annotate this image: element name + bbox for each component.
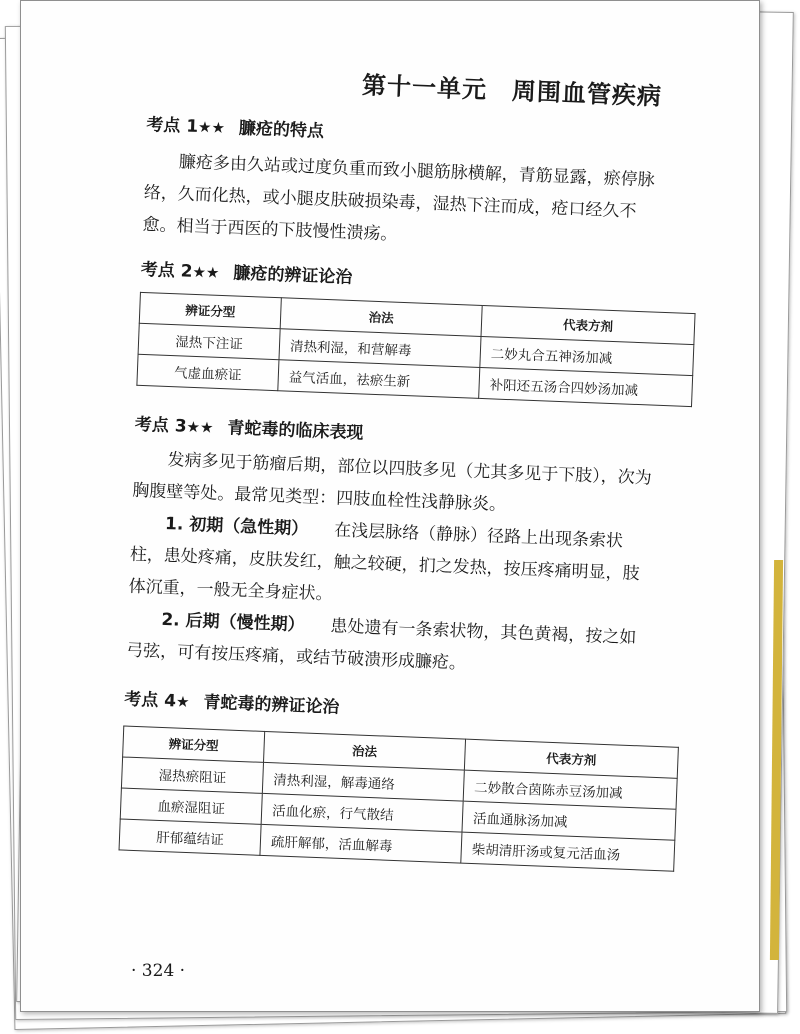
section-2-table <box>136 292 695 407</box>
table-cell: 二妙丸合五神汤加减 <box>480 336 694 375</box>
section-4-stars: ★ <box>175 692 190 712</box>
section-4-heading <box>124 685 645 730</box>
stage-1-text: 在浅层脉络（静脉）径路上出现条索状柱，患处疼痛，皮肤发红，触之较硬，扪之发热，按压疼痛明显，肢体沉重，一般无全身症状。 <box>128 520 640 605</box>
section-2-title: 臁疮的辨证论治 <box>233 263 353 288</box>
table-cell: 湿热下注证 <box>138 323 280 359</box>
section-1-paragraph: 臁疮多由久站或过度负重而致小腿筋脉横解，青筋显露，瘀停脉络，久而化热，或小腿皮肤破损染毒，湿热下注而成，疮口经久不愈。相当于西医的下肢慢性溃疡。 <box>142 152 656 245</box>
table-cell: 活血通脉汤加减 <box>462 801 676 840</box>
section-4-title: 青蛇毒的辨证论治 <box>203 692 340 718</box>
stage-2-text: 患处遗有一条索状物，其色黄褐，按之如弓弦，可有按压疼痛，或结节破溃形成臁疮。 <box>125 616 637 674</box>
stage-2-label: 2. 后期（慢性期） <box>161 609 305 636</box>
section-3-stars: ★★ <box>186 417 214 437</box>
table-cell: 清热利湿，解毒通络 <box>262 762 464 801</box>
table-header-cell: 辨证分型 <box>123 726 265 762</box>
table-cell: 柴胡清肝汤或复元活血汤 <box>461 832 675 871</box>
section-3-intro: 发病多见于筋瘤后期，部位以四肢多见（尤其多见于下肢），次为胸腹壁等处。最常见类型：四肢血栓性浅静脉炎。 <box>131 450 653 516</box>
table-cell: 血瘀湿阻证 <box>120 788 262 824</box>
table-cell: 湿热瘀阻证 <box>121 757 263 793</box>
table-cell: 气虚血瘀证 <box>137 354 279 390</box>
section-2-heading <box>140 255 661 300</box>
table-cell: 益气活血，祛瘀生新 <box>278 360 480 399</box>
section-2-stars: ★★ <box>192 262 220 282</box>
stage-1-label: 1. 初期（急性期） <box>164 513 309 540</box>
section-1-label: 考点 1 <box>146 114 199 137</box>
table-cell: 肝郁蕴结证 <box>119 819 261 855</box>
table-header-cell: 代表方剂 <box>464 739 678 778</box>
section-3 <box>126 410 655 687</box>
table-cell: 疏肝解郁，活血解毒 <box>260 824 462 863</box>
section-3-label: 考点 3 <box>134 414 187 437</box>
table-header-cell: 辨证分型 <box>139 292 281 328</box>
table-cell: 清热利湿，和营解毒 <box>279 329 481 368</box>
page-content <box>119 57 669 870</box>
page-number: · 324 · <box>131 961 186 981</box>
section-4-table <box>119 726 679 872</box>
table-header-cell: 治法 <box>264 731 466 770</box>
document-page <box>20 0 760 1012</box>
section-1 <box>142 110 667 261</box>
section-2-label: 考点 2 <box>140 259 193 282</box>
section-1-stars: ★★ <box>197 117 226 137</box>
section-4 <box>119 685 645 871</box>
section-2 <box>136 255 661 406</box>
table-cell: 补阳还五汤合四妙汤加减 <box>479 367 693 406</box>
section-4-label: 考点 4 <box>123 689 177 712</box>
table-cell: 二妙散合茵陈赤豆汤加减 <box>463 770 677 809</box>
unit-title: 第十一单元 周围血管疾病 <box>361 71 663 111</box>
table-header-cell: 治法 <box>280 298 482 337</box>
section-1-title: 臁疮的特点 <box>238 118 325 142</box>
table-cell: 活血化瘀，行气散结 <box>261 793 463 832</box>
table-header-cell: 代表方剂 <box>481 305 695 344</box>
section-3-title: 青蛇毒的临床表现 <box>227 418 364 444</box>
